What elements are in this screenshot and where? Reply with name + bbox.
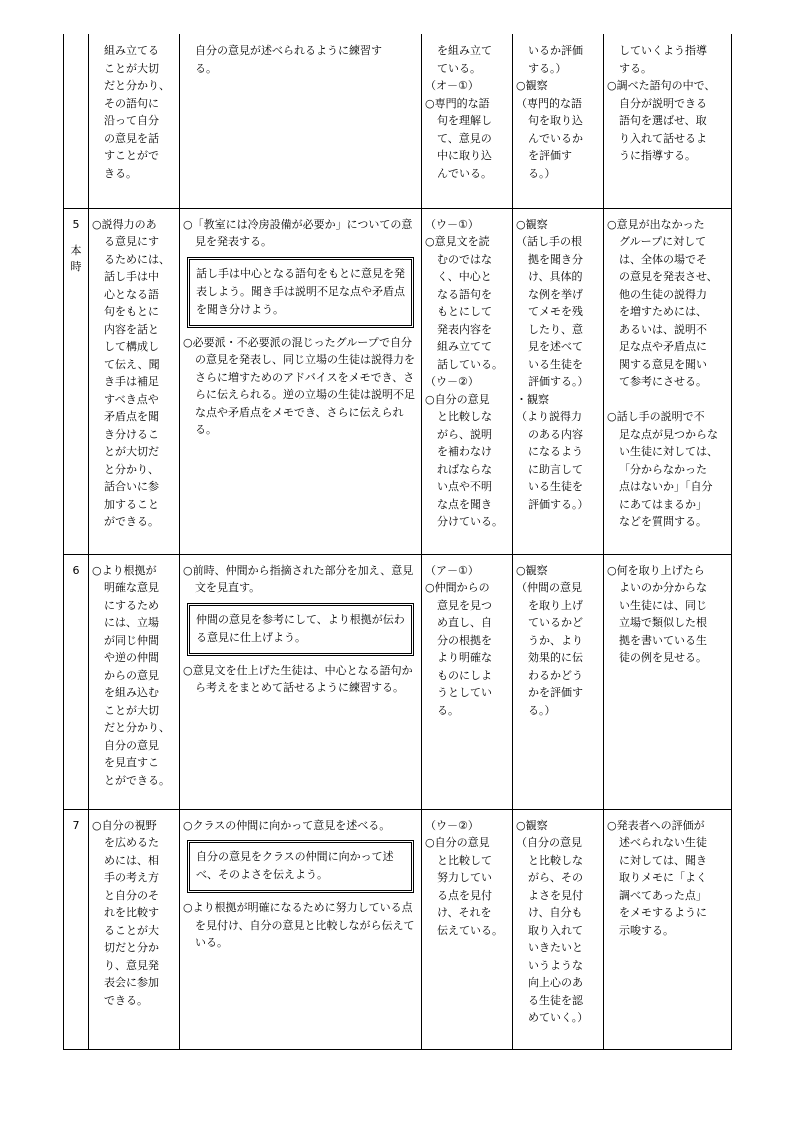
method-line: よさを見付 bbox=[528, 888, 583, 902]
criteria-line: く、中心と bbox=[437, 270, 492, 283]
support-line: ○何を取り上げたら bbox=[607, 563, 705, 577]
criteria-line: と比較して bbox=[437, 853, 492, 867]
period-number: 7 bbox=[72, 818, 80, 832]
goal-line: ができる。 bbox=[104, 515, 159, 528]
method-line: ○観察 bbox=[516, 217, 548, 231]
method-cell bbox=[513, 554, 604, 809]
lesson-objective-box: 仲間の意見を参考にして、より根拠が伝わる意見に仕上げよう。 bbox=[187, 603, 414, 656]
support-line: にあてはまるか」 bbox=[619, 497, 707, 511]
support-line: ○調べた語句の中で、 bbox=[607, 79, 716, 92]
goal-line: すべき点や bbox=[104, 392, 159, 406]
activity-text: ○「教室には冷房設備が必要か」についての意見を発表する。 bbox=[183, 217, 413, 248]
goal-line: して構成し bbox=[104, 340, 159, 353]
criteria-line: 組み立てて bbox=[437, 340, 492, 353]
support-line: を増すためには、 bbox=[619, 305, 707, 318]
support-line: 点はないか」「自分 bbox=[619, 480, 713, 493]
method-line: 見を述べて bbox=[528, 340, 583, 353]
goal-line: 話合いに参 bbox=[104, 480, 159, 493]
criteria-line: ている。 bbox=[437, 61, 481, 75]
criteria-line: な点を聞き bbox=[437, 497, 492, 511]
activity-cell bbox=[180, 34, 422, 208]
current-lesson-label: 本 時 bbox=[70, 244, 82, 273]
method-line: る。） bbox=[528, 703, 556, 717]
lesson-plan-table bbox=[63, 34, 732, 1050]
goal-line: 句をもとに bbox=[104, 305, 159, 318]
goal-line: るためには、 bbox=[104, 252, 170, 266]
method-line: ○観察 bbox=[516, 818, 548, 832]
goal-cell bbox=[89, 554, 180, 809]
criteria-cell bbox=[422, 554, 513, 809]
goal-line: には、立場 bbox=[104, 616, 159, 629]
criteria-line: もとにして bbox=[437, 305, 492, 318]
criteria-line: むのではな bbox=[437, 252, 492, 266]
support-line: い生徒には、同じ bbox=[619, 598, 707, 612]
goal-line: 表会に参加 bbox=[104, 976, 159, 989]
criteria-line: がら、説明 bbox=[437, 427, 492, 441]
table-row bbox=[64, 208, 732, 554]
goal-line: の意見を話 bbox=[104, 131, 159, 145]
criteria-line: より明確な bbox=[437, 651, 492, 664]
goal-line: ○より根拠が bbox=[92, 563, 157, 577]
criteria-line: て、意見の bbox=[437, 131, 492, 145]
criteria-line: る点を見付 bbox=[437, 888, 492, 902]
support-line: 立場で類似した根 bbox=[619, 616, 707, 629]
criteria-line: い点や不明 bbox=[437, 480, 492, 493]
goal-line: すことがで bbox=[104, 149, 159, 162]
criteria-line: （オ－①） bbox=[425, 79, 479, 92]
method-line: （より説得力 bbox=[516, 410, 582, 423]
criteria-line: 発表内容を bbox=[437, 322, 492, 336]
method-line: （専門的な語 bbox=[516, 96, 582, 110]
method-line: 取り入れて bbox=[528, 923, 583, 937]
criteria-line: （ウ－①） bbox=[425, 217, 479, 231]
criteria-line: （ウ－②） bbox=[425, 818, 479, 832]
activity-cell bbox=[180, 554, 422, 809]
goal-line: 手の考え方 bbox=[104, 871, 159, 884]
criteria-cell bbox=[422, 34, 513, 208]
method-line: ○観察 bbox=[516, 79, 548, 92]
method-line: る。） bbox=[528, 166, 556, 180]
method-line: んでいるか bbox=[528, 131, 583, 145]
criteria-line: 意見を見つ bbox=[437, 598, 492, 612]
method-line: いうような bbox=[528, 958, 583, 972]
activity-text: ○クラスの仲間に向かって意見を述べる。 bbox=[183, 818, 391, 832]
criteria-line: ○自分の意見 bbox=[425, 836, 490, 849]
activity-text: ○前時、仲間から指摘された部分を加え、意見文を見直す。 bbox=[183, 563, 414, 594]
support-line: て参考にさせる。 bbox=[619, 375, 707, 388]
method-line: る生徒を認 bbox=[528, 993, 583, 1007]
support-cell bbox=[604, 208, 732, 554]
goal-line: にするため bbox=[104, 598, 159, 612]
support-line: グループに対して bbox=[619, 235, 707, 248]
support-spacer bbox=[607, 391, 728, 409]
criteria-line: ○専門的な語 bbox=[425, 96, 490, 110]
goal-line: を組み込む bbox=[104, 686, 159, 699]
goal-line: 自分の意見 bbox=[104, 738, 159, 752]
goal-line: めには、相 bbox=[104, 853, 159, 867]
criteria-line: んでいる。 bbox=[437, 166, 492, 180]
activity-text: ○必要派・不必要派の混じったグループで自分の意見を発表し、同じ立場の生徒は説得力をさらに増すためのアドバイスをメモでき、さらに伝えられる。逆の立場の生徒は説明不足な点や矛盾点をメモでき、さらに伝えられる。 bbox=[183, 335, 415, 436]
goal-line: 明確な意見 bbox=[104, 581, 159, 594]
criteria-line: 努力してい bbox=[437, 871, 492, 884]
criteria-line: うとしてい bbox=[437, 686, 492, 699]
goal-line: と分かり、 bbox=[104, 462, 159, 476]
activity-line: る。 bbox=[195, 61, 217, 75]
method-line: 拠を聞き分 bbox=[528, 252, 583, 266]
criteria-line: を補わなけ bbox=[437, 445, 492, 458]
support-line: よいのか分からな bbox=[619, 581, 707, 594]
criteria-cell bbox=[422, 809, 513, 1049]
support-line: 足な点が見つからな bbox=[619, 427, 718, 441]
criteria-line: 分けている。 bbox=[437, 515, 503, 528]
criteria-line: と比較しな bbox=[437, 410, 492, 423]
goal-line: 切だと分か bbox=[104, 941, 159, 954]
activity-cell bbox=[180, 208, 422, 554]
goal-line: ることが大 bbox=[104, 923, 159, 937]
support-line: 示唆する。 bbox=[619, 923, 674, 937]
criteria-line: ○意見文を読 bbox=[425, 235, 490, 248]
goal-line: 心となる語 bbox=[104, 287, 159, 301]
goal-line: る意見にす bbox=[104, 235, 159, 248]
support-line: は、全体の場でそ bbox=[619, 252, 707, 266]
method-line: のある内容 bbox=[528, 427, 583, 441]
support-line: 自分が説明できる bbox=[619, 96, 707, 110]
period-number-cell bbox=[64, 554, 89, 809]
method-line: ・観察 bbox=[516, 392, 549, 406]
goal-line: 沿って自分 bbox=[104, 114, 159, 127]
support-line: ○発表者への評価が bbox=[607, 818, 705, 832]
method-line: （話し手の根 bbox=[516, 235, 582, 248]
method-line: うか、より bbox=[528, 633, 583, 647]
method-line: ているかど bbox=[528, 616, 583, 629]
goal-line: て伝え、聞 bbox=[104, 357, 160, 371]
period-number-cell bbox=[64, 208, 89, 554]
period-number-cell bbox=[64, 809, 89, 1049]
method-line: になるよう bbox=[528, 445, 583, 458]
goal-line: 加すること bbox=[104, 497, 159, 511]
goal-line: ○説得力のあ bbox=[92, 217, 157, 231]
method-cell bbox=[513, 208, 604, 554]
method-line: てメモを残 bbox=[528, 305, 583, 318]
method-line: いるか評価 bbox=[528, 44, 583, 57]
goal-line: き分けるこ bbox=[104, 427, 159, 441]
method-line: ○観察 bbox=[516, 563, 548, 577]
method-line: 向上心のあ bbox=[528, 976, 583, 989]
period-number-cell bbox=[64, 34, 89, 208]
support-line: 関する意見を聞い bbox=[619, 357, 707, 371]
method-line: 評価する。） bbox=[528, 497, 589, 511]
support-line: などを質問する。 bbox=[619, 515, 707, 528]
goal-line: できる。 bbox=[104, 993, 148, 1007]
support-cell bbox=[604, 554, 732, 809]
support-line: い生徒に対しては、 bbox=[619, 445, 718, 458]
goal-line: き手は補足 bbox=[104, 375, 159, 388]
criteria-line: 話している。 bbox=[437, 357, 503, 371]
lesson-objective-box: 自分の意見をクラスの仲間に向かって述べ、そのよさを伝えよう。 bbox=[187, 840, 414, 893]
period-number: 5 bbox=[72, 217, 80, 231]
support-line: する。 bbox=[619, 61, 652, 75]
criteria-line: なる語句を bbox=[437, 287, 492, 301]
method-line: いきたいと bbox=[528, 941, 583, 954]
support-line: 徒の例を見せる。 bbox=[619, 651, 707, 664]
goal-line: と自分のそ bbox=[104, 888, 159, 902]
method-line: 効果的に伝 bbox=[528, 651, 583, 664]
support-line: 語句を選ばせ、取 bbox=[619, 114, 707, 127]
method-line: な例を挙げ bbox=[528, 287, 583, 301]
method-line: わるかどう bbox=[528, 668, 583, 682]
support-cell bbox=[604, 34, 732, 208]
goal-line: れを比較す bbox=[104, 906, 159, 919]
table-row bbox=[64, 809, 732, 1049]
support-line: 他の生徒の説得力 bbox=[619, 287, 707, 301]
support-line: あるいは、説明不 bbox=[619, 322, 707, 336]
method-cell bbox=[513, 34, 604, 208]
activity-text: ○意見文を仕上げた生徒は、中心となる語句から考えをまとめて話せるように練習する。 bbox=[183, 663, 413, 694]
method-line: に助言して bbox=[528, 462, 583, 476]
goal-line: が同じ仲間 bbox=[104, 633, 159, 647]
goal-line: だと分かり、 bbox=[104, 721, 170, 734]
method-cell bbox=[513, 809, 604, 1049]
criteria-line: 句を理解し bbox=[437, 114, 492, 127]
goal-line: 内容を話と bbox=[104, 322, 159, 336]
criteria-line: ればならな bbox=[437, 462, 492, 476]
goal-line: ○自分の視野 bbox=[92, 818, 157, 832]
goal-line: ことが大切 bbox=[104, 703, 159, 717]
criteria-line: め直し、自 bbox=[437, 616, 492, 629]
method-line: かを評価す bbox=[528, 686, 583, 699]
goal-line: ことが大切 bbox=[104, 61, 159, 75]
goal-line: きる。 bbox=[104, 166, 137, 180]
criteria-line: 分の根拠を bbox=[437, 633, 492, 647]
goal-line: 組み立てる bbox=[104, 44, 159, 57]
method-line: めていく。） bbox=[528, 1011, 589, 1024]
method-line: を取り上げ bbox=[528, 598, 583, 612]
support-line: 拠を書いている生 bbox=[619, 633, 707, 647]
criteria-line: ○仲間からの bbox=[425, 581, 490, 594]
method-line: け、具体的 bbox=[528, 270, 583, 283]
support-line: 調べてあった点」 bbox=[619, 888, 707, 902]
goal-cell bbox=[89, 208, 180, 554]
goal-line: 矛盾点を聞 bbox=[104, 410, 159, 423]
criteria-line: 伝えている。 bbox=[437, 923, 503, 937]
method-line: する。） bbox=[528, 61, 567, 75]
lesson-objective-box: 話し手は中心となる語句をもとに意見を発表しよう。聞き手は説明不足な点や矛盾点を聞き分けよう。 bbox=[187, 257, 414, 328]
support-line: 「分からなかった bbox=[619, 462, 707, 476]
method-line: け、自分も bbox=[528, 906, 583, 919]
method-line: 句を取り込 bbox=[528, 114, 583, 127]
criteria-line: を組み立て bbox=[437, 44, 492, 57]
goal-line: その語句に bbox=[104, 96, 159, 110]
method-line: いる生徒を bbox=[528, 357, 583, 371]
support-line: ○意見が出なかった bbox=[607, 217, 705, 231]
table-row bbox=[64, 554, 732, 809]
criteria-cell bbox=[422, 208, 513, 554]
criteria-line: ○自分の意見 bbox=[425, 392, 490, 406]
criteria-line: ものにしよ bbox=[437, 668, 492, 682]
goal-line: だと分かり、 bbox=[104, 79, 170, 92]
support-line: り入れて話せるよ bbox=[619, 131, 707, 145]
support-line: に対しては、聞き bbox=[619, 853, 707, 867]
support-line: 取りメモに「よく bbox=[619, 871, 707, 884]
method-line: したり、意 bbox=[528, 322, 583, 336]
support-line: の意見を発表させ、 bbox=[619, 270, 718, 283]
criteria-line: 中に取り込 bbox=[437, 149, 492, 162]
period-number: 6 bbox=[72, 563, 80, 577]
table-row bbox=[64, 34, 732, 208]
criteria-line: （ア－①） bbox=[425, 563, 479, 577]
activity-text: ○より根拠が明確になるために努力している点を見付け、自分の意見と比較しながら伝えている。 bbox=[183, 901, 415, 949]
goal-line: を見直すこ bbox=[104, 756, 159, 769]
support-line: していくよう指導 bbox=[619, 44, 707, 57]
support-cell bbox=[604, 809, 732, 1049]
goal-line: とが大切だ bbox=[104, 445, 159, 458]
method-line: と比較しな bbox=[528, 853, 583, 867]
method-line: いる生徒を bbox=[528, 480, 583, 493]
method-line: （仲間の意見 bbox=[516, 581, 582, 594]
goal-line: や逆の仲間 bbox=[104, 651, 159, 664]
criteria-line: （ウ－②） bbox=[425, 375, 479, 388]
method-line: がら、その bbox=[528, 871, 583, 884]
goal-line: 話し手は中 bbox=[104, 270, 159, 283]
support-line: ○話し手の説明で不 bbox=[607, 410, 705, 423]
support-line: うに指導する。 bbox=[619, 149, 696, 162]
goal-cell bbox=[89, 809, 180, 1049]
criteria-line: る。 bbox=[437, 703, 459, 717]
goal-line: とができる。 bbox=[104, 773, 170, 787]
method-line: （自分の意見 bbox=[516, 836, 582, 849]
goal-line: からの意見 bbox=[104, 668, 159, 682]
goal-line: を広めるた bbox=[104, 836, 159, 849]
criteria-line: け、それを bbox=[437, 906, 492, 919]
support-line: 述べられない生徒 bbox=[619, 836, 707, 849]
support-line: 足な点や矛盾点に bbox=[619, 340, 707, 353]
support-line: をメモするように bbox=[619, 906, 707, 919]
method-line: 評価する。） bbox=[528, 375, 589, 388]
goal-line: り、意見発 bbox=[104, 958, 159, 972]
activity-cell bbox=[180, 809, 422, 1049]
activity-line: 自分の意見が述べられるように練習す bbox=[195, 44, 382, 57]
goal-cell bbox=[89, 34, 180, 208]
method-line: を評価す bbox=[528, 149, 572, 162]
